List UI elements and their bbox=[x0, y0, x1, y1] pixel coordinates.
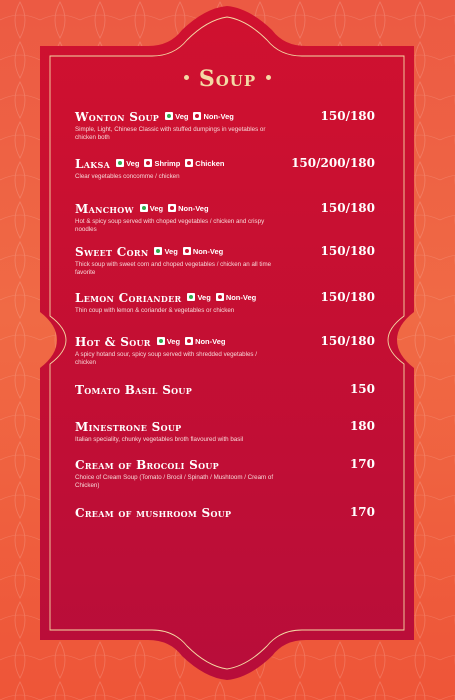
veg-indicator-icon bbox=[157, 337, 165, 345]
badge-veg bbox=[140, 204, 163, 213]
menu-title bbox=[0, 66, 455, 92]
item-price: 150/180 bbox=[320, 334, 375, 348]
badge-nonveg bbox=[185, 337, 225, 346]
menu-item-row bbox=[75, 108, 375, 124]
item-description: Hot & spicy soup served with choped vegetables / chicken and crispy noodles bbox=[75, 218, 265, 234]
menu-item bbox=[75, 243, 375, 278]
item-name: Lemon Coriander bbox=[75, 291, 182, 305]
badge-veg bbox=[116, 159, 139, 168]
item-price: 150/200/180 bbox=[291, 156, 375, 170]
item-price: 150 bbox=[349, 382, 375, 396]
menu-item-row bbox=[75, 381, 375, 397]
item-name: Wonton Soup bbox=[75, 110, 160, 124]
menu-item-row bbox=[75, 504, 375, 520]
badge-label: Veg bbox=[197, 293, 211, 303]
veg-indicator-icon bbox=[154, 247, 162, 255]
badge-chicken bbox=[185, 159, 224, 168]
menu-item bbox=[75, 456, 375, 491]
nonveg-indicator-icon bbox=[168, 204, 176, 212]
badge-label: Veg bbox=[149, 204, 164, 214]
menu-item-row bbox=[75, 289, 375, 305]
item-name: Tomato Basil Soup bbox=[75, 382, 193, 397]
item-price: 170 bbox=[349, 505, 375, 519]
item-name: Laksa bbox=[75, 157, 111, 171]
menu-item bbox=[75, 381, 375, 397]
item-price: 150/180 bbox=[320, 244, 375, 258]
item-description: Simple, Light, Chinese Classic with stuffed dumpings in vegetables or chicken both bbox=[75, 126, 266, 142]
nonveg-indicator-icon bbox=[183, 247, 191, 255]
item-price: 150/180 bbox=[320, 109, 375, 123]
badge-label: Non-Veg bbox=[192, 247, 224, 257]
title-dot-right bbox=[266, 75, 271, 80]
menu-item bbox=[75, 418, 375, 444]
menu-item bbox=[75, 155, 375, 181]
item-description: A spicy hotand sour, spicy soup served with shredded vegetables / chicken bbox=[75, 351, 257, 367]
menu-item bbox=[75, 289, 375, 315]
menu-item-row bbox=[75, 418, 375, 434]
item-name: Minestrone Soup bbox=[75, 419, 182, 434]
veg-indicator-icon bbox=[187, 293, 195, 301]
badge-nonveg bbox=[193, 112, 233, 121]
veg-indicator-icon bbox=[116, 159, 124, 167]
item-name: Hot & Sour bbox=[75, 335, 151, 349]
badge-label: Veg bbox=[175, 112, 189, 122]
veg-indicator-icon bbox=[165, 112, 173, 120]
item-description: Thin coup with lemon & coriander & vegetables or chicken bbox=[75, 307, 235, 314]
badge-veg bbox=[154, 247, 177, 256]
badge-label: Non-Veg bbox=[178, 204, 209, 214]
badge-label: Veg bbox=[166, 337, 181, 347]
item-badges bbox=[140, 200, 214, 218]
item-badges bbox=[157, 333, 231, 351]
chicken-indicator-icon bbox=[185, 159, 193, 167]
menu-item bbox=[75, 504, 375, 520]
menu-item-row bbox=[75, 155, 375, 171]
veg-indicator-icon bbox=[140, 204, 148, 212]
menu-item bbox=[75, 333, 375, 368]
nonveg-indicator-icon bbox=[185, 337, 193, 345]
item-name: Cream of Brocoli Soup bbox=[75, 457, 219, 472]
badge-label: Non-Veg bbox=[203, 112, 234, 122]
item-name: Sweet Corn bbox=[75, 245, 149, 259]
menu-item bbox=[75, 200, 375, 235]
menu-item-row bbox=[75, 200, 375, 216]
item-badges bbox=[187, 289, 261, 307]
badge-veg bbox=[157, 337, 180, 346]
item-name: Cream of mushroom Soup bbox=[75, 505, 232, 520]
title-dot-left bbox=[184, 75, 189, 80]
badge-label: Veg bbox=[164, 247, 178, 257]
badge-nonveg bbox=[183, 247, 223, 256]
menu-item-row bbox=[75, 333, 375, 349]
menu-title-text: Soup bbox=[198, 66, 257, 92]
badge-label: Shrimp bbox=[154, 159, 181, 169]
nonveg-indicator-icon bbox=[193, 112, 201, 120]
item-price: 150/180 bbox=[320, 290, 375, 304]
item-badges bbox=[165, 108, 239, 126]
item-description: Thick soup with sweet corn and choped vegetables / chicken an all time favorite bbox=[75, 261, 272, 277]
item-description: Clear vegetables concomme / chicken bbox=[75, 173, 180, 180]
badge-nonveg bbox=[216, 293, 256, 302]
item-price: 150/180 bbox=[320, 201, 375, 215]
item-badges bbox=[154, 243, 228, 261]
badge-nonveg bbox=[168, 204, 208, 213]
badge-label: Chicken bbox=[195, 159, 225, 169]
menu-item-row bbox=[75, 456, 375, 472]
item-price: 180 bbox=[349, 419, 375, 433]
badge-veg bbox=[187, 293, 210, 302]
item-badges bbox=[116, 155, 229, 173]
menu-item bbox=[75, 108, 375, 143]
item-name: Manchow bbox=[75, 202, 134, 216]
badge-shrimp bbox=[144, 159, 180, 168]
item-description: Choice of Cream Soup (Tomato / Brocil / Spinath / Mushtoom / Cream of Chicken) bbox=[75, 474, 274, 490]
menu-item-row bbox=[75, 243, 375, 259]
item-price: 170 bbox=[349, 457, 375, 471]
badge-label: Non-Veg bbox=[195, 337, 226, 347]
item-description: Italian speciality, chunky vegetables broth flavoured with basil bbox=[75, 436, 244, 443]
badge-label: Non-Veg bbox=[225, 293, 257, 303]
badge-label: Veg bbox=[126, 159, 140, 169]
nonveg-indicator-icon bbox=[216, 293, 224, 301]
shrimp-indicator-icon bbox=[144, 159, 152, 167]
badge-veg bbox=[165, 112, 188, 121]
